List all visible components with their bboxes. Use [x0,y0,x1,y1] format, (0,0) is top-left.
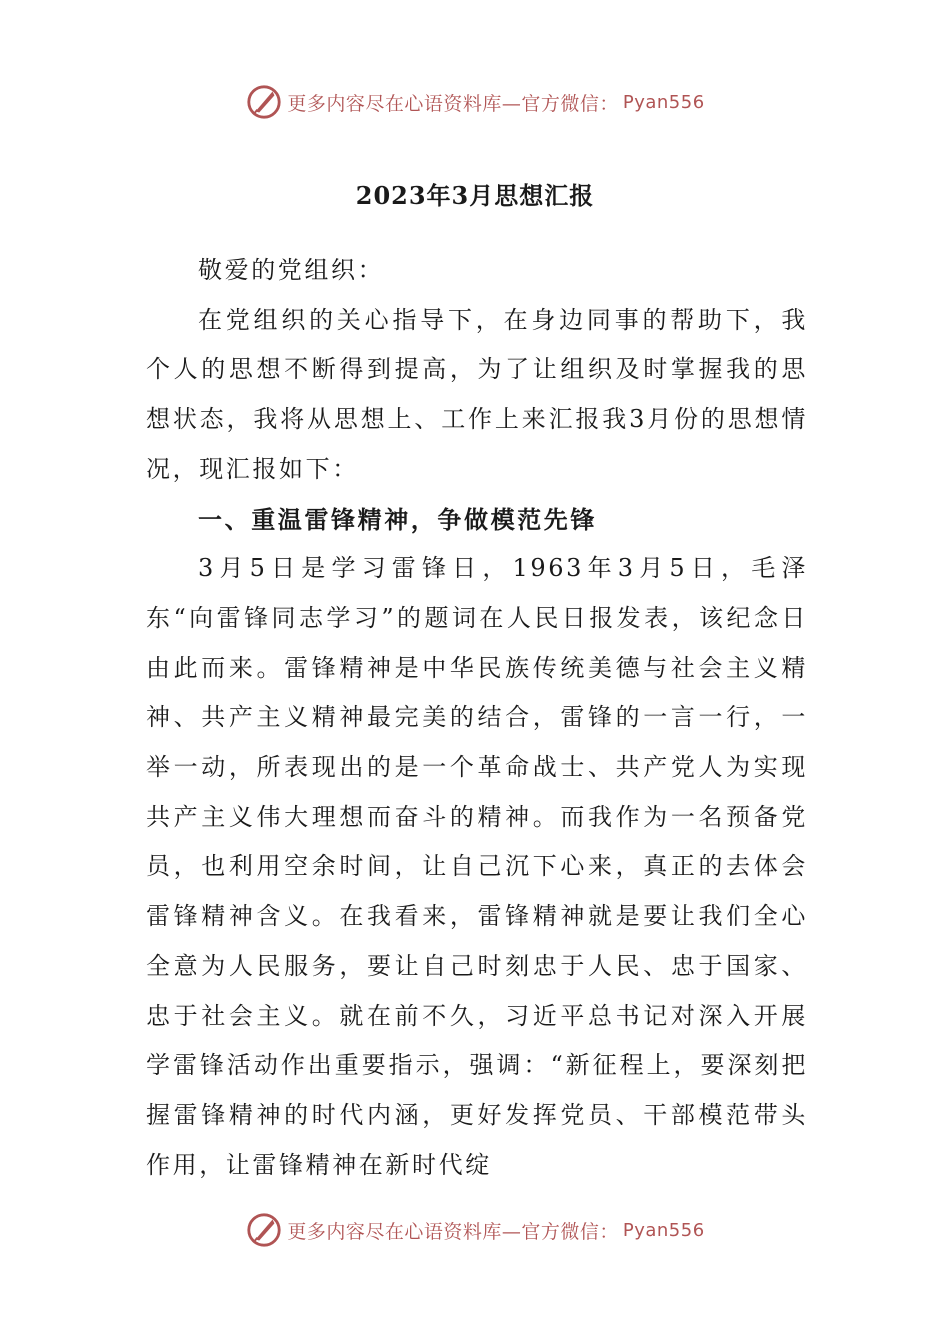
document-title: 2023年3月思想汇报 [355,181,595,210]
watermark-header [0,80,950,124]
watermark-text: 更多内容尽在心语资料库—官方微信： [287,1220,619,1243]
watermark-footer [0,1208,950,1252]
intro-paragraph: 在党组织的关心指导下，在身边同事的帮助下，我个人的思想不断得到提高，为了让组织及时掌握我的思想状态，我将从思想上、工作上来汇报我3月份的思想情况，现汇报如下： [146,305,808,483]
body-paragraph: 3月5日是学习雷锋日，1963年3月5日，毛泽东“向雷锋同志学习”的题词在人民日报发表，该纪念日由此而来。雷锋精神是中华民族传统美德与社会主义精神、共产主义精神最完美的结合，雷锋的一言一行，一举一动，所表现出的是一个革命战士、共产党人为实现共产主义伟大理想而奋斗的精神。而我作为一名预备党员，也利用空余时间，让自己沉下心来，真正的去体会雷锋精神含义。在我看来，雷锋精神就是要让我们全心全意为人民服务，要让自己时刻忠于人民、忠于国家、忠于社会主义。就在前不久，习近平总书记对深入开展学雷锋活动作出重要指示，强调：“新征程上，要深刻把握雷锋精神的时代内涵，更好发挥党员、干部模范带头作用，让雷锋精神在新时代绽 [146,554,808,1179]
document-body [146,246,808,1190]
quill-logo-icon [245,83,283,121]
salutation: 敬爱的党组织： [198,256,385,284]
watermark-text: 更多内容尽在心语资料库—官方微信： [287,92,619,115]
quill-logo-icon [245,1211,283,1249]
watermark-wechat-id: Pyan556 [622,91,705,113]
section-heading: 一、重温雷锋精神，争做模范先锋 [198,504,597,534]
watermark-wechat-id: Pyan556 [622,1219,705,1241]
